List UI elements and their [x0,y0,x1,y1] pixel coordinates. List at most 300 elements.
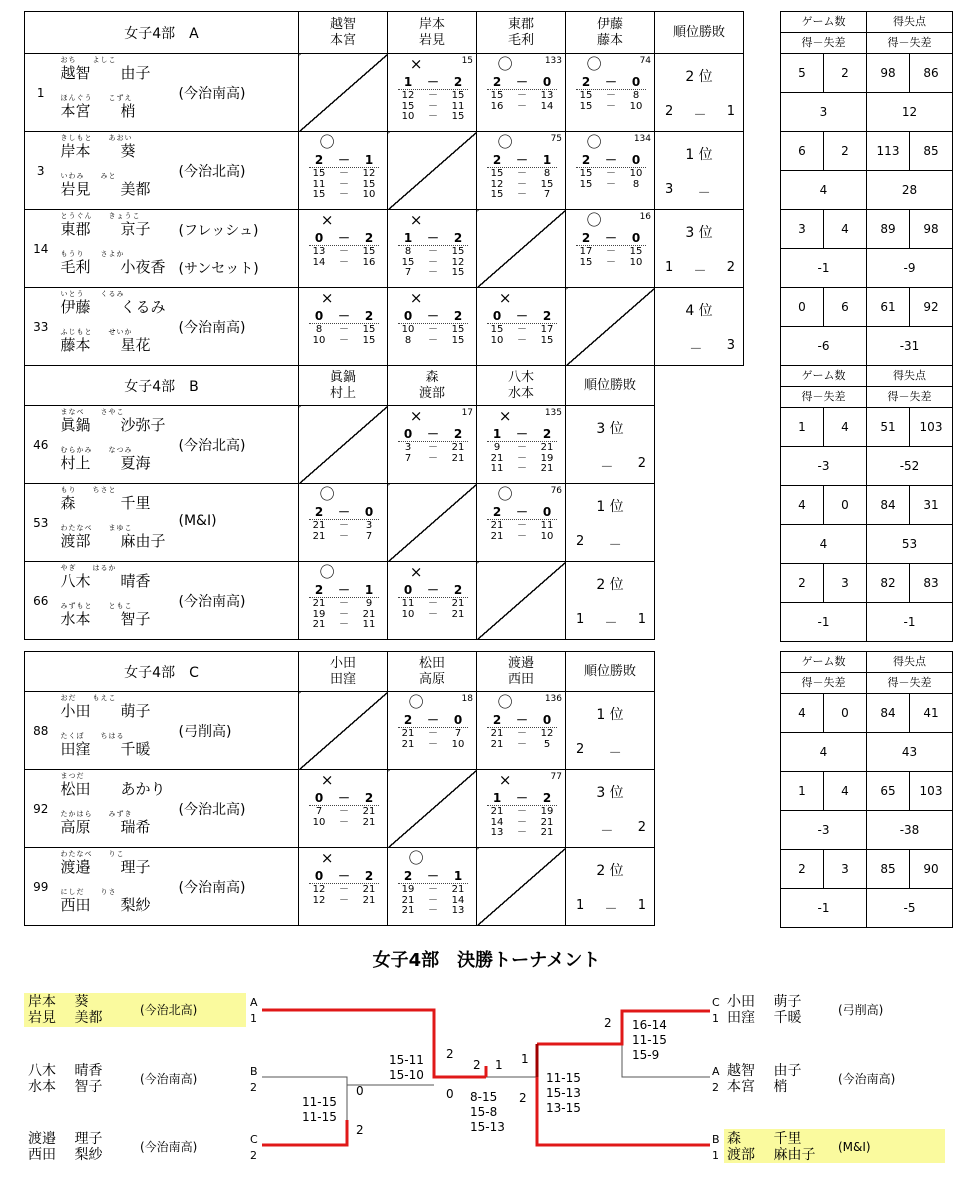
set-part: － [428,324,439,335]
set-part: 10 [629,168,643,179]
points-diff: -31 [867,327,953,366]
set-part: 10 [540,530,554,542]
points-header: 得失点 [867,652,953,673]
player-ruby: むらかみ なつみ [60,446,133,454]
set-part: 8 [543,168,551,179]
set-part: － [428,452,439,464]
player-ruby: わたなべ りこ [60,850,125,858]
score-part: 0 [631,231,641,245]
score-part: 2 [492,75,502,89]
games-diff: -6 [781,327,867,366]
player-number: 3 [25,132,57,210]
score-part: 0 [542,505,552,519]
final-right-3-team: (M&I) [838,1140,871,1154]
final-right-1-name1: 小田 萌子 [727,994,802,1010]
set-part: 21 [490,452,504,464]
set-part: 15 [490,324,504,335]
games-won: 2 [781,850,824,889]
player-ruby: いわみ みと [60,172,117,180]
player-number: 66 [25,562,57,640]
wl-part: － [604,902,618,917]
set-part: － [339,884,349,895]
score-part: 2 [403,869,413,883]
games-won: 1 [781,408,824,447]
games-diff: 4 [781,733,867,772]
match-result-mark: 〇 [319,563,335,581]
set-part: － [339,806,349,817]
wl-part: 2 [637,456,646,471]
wl-part: 1 [726,104,735,119]
score-part: 2 [542,427,552,441]
match-result-mark: 〇 [497,55,513,73]
score-part: 2 [453,583,463,597]
score-part: － [338,231,351,245]
set-part: － [606,246,617,257]
set-part: 15 [540,334,554,346]
points-diff-header: 得－失差 [867,387,953,408]
set-part: 13 [451,905,465,916]
match-number: 18 [461,694,473,704]
score-part: － [426,713,439,727]
set-part: 16 [362,256,376,268]
score-part: 0 [631,153,641,167]
rank: 2 位 [685,69,713,85]
score-part: 2 [453,231,463,245]
points-for: 113 [867,132,910,171]
set-part: 12 [312,894,326,906]
score-part: 2 [364,869,374,883]
set-part: 12 [362,168,376,179]
set-part: 21 [451,452,465,464]
wl-part: 3 [665,182,674,197]
final-left-3-name1: 渡邉 理子 [28,1131,103,1147]
match-result-mark: × [409,407,423,425]
set-part: 10 [312,334,326,346]
games-header: ゲーム数 [781,366,867,387]
set-part: － [428,608,439,620]
player-ruby: ふじもと せいか [60,328,133,336]
set-part: 8 [404,246,412,257]
final-right-1-name2: 田窪 千暖 [727,1010,802,1026]
result-header: 順位勝敗 [566,652,655,692]
set-part: 10 [362,189,376,200]
score-part: － [427,75,440,89]
header-name-1: 伊藤 [597,16,624,32]
set-part: 21 [540,816,554,828]
player-number: 14 [25,210,57,288]
score-part: 0 [403,583,413,597]
team-name: (今治北高) [178,438,246,454]
set-part: 21 [312,530,326,542]
score-part: 0 [364,505,374,519]
match-result-mark: × [409,211,423,229]
team-name: (弓削高) [178,724,232,740]
games-won: 5 [781,54,824,93]
rank: 3 位 [596,785,624,801]
points-against: 85 [910,132,953,171]
final-right-3-name1: 森 千里 [727,1131,802,1147]
set-part: － [339,520,350,531]
header-name-2: 水本 [508,385,535,401]
final-left-3-team: (今治南高) [140,1140,198,1154]
games-diff: -1 [781,249,867,288]
player-name: 八木 晴香 [60,572,151,590]
set-part: 13 [490,827,504,838]
final-right-1-team: (弓削高) [838,1003,884,1017]
final-center-d: 2 [519,1091,527,1105]
match-result-mark: × [498,407,512,425]
set-part: － [428,598,439,609]
points-diff: 28 [867,171,953,210]
points-against: 98 [910,210,953,249]
player-ruby: まなべ さやこ [60,408,125,416]
player-name: 水本 智子 [60,610,151,628]
games-diff-header: 得－失差 [781,387,867,408]
set-part: 15 [579,90,593,101]
match-result-mark: × [409,55,423,73]
score-part: － [516,75,529,89]
result-header: 順位勝敗 [655,12,744,54]
games-diff: -3 [781,811,867,850]
final-right-1-seed: C [712,996,720,1009]
set-part: － [428,884,438,895]
team-name: (今治北高) [178,164,246,180]
set-part: 11 [540,520,554,531]
set-part: － [428,894,438,906]
set-part: 21 [540,442,554,453]
player-ruby: おち よしこ [60,56,117,64]
final-left-1-pos: 1 [250,1012,257,1025]
wl-part: － [693,108,707,123]
header-name-2: 藤本 [597,32,624,48]
wl-part: 1 [665,260,674,275]
final-center-score: 8-15 15-8 15-13 [470,1090,505,1134]
score-part: － [516,427,529,441]
team-name: (M&I) [178,513,217,529]
final-right-semi-a: 2 [604,1016,612,1030]
match-number: 136 [544,694,562,704]
player-ruby: わたなべ まゆこ [60,524,133,532]
set-part: 15 [312,189,326,200]
set-part: 8 [315,324,323,335]
header-name-2: 高原 [418,671,445,687]
score-part: 0 [314,309,324,323]
wl-part: － [600,824,614,839]
header-name-1: 東郡 [508,16,535,32]
match-number: 17 [461,408,474,418]
set-part: － [428,111,439,122]
set-part: 7 [404,267,412,278]
games-lost: 0 [824,694,867,733]
set-part: － [517,452,528,464]
set-part: 13 [540,90,554,101]
score-part: 0 [314,869,324,883]
rank: 3 位 [596,421,624,437]
score-part: 2 [314,153,324,167]
set-part: － [339,598,350,609]
set-part: － [517,738,527,750]
points-against: 103 [910,772,953,811]
match-number: 134 [633,134,652,144]
set-part: － [517,100,528,112]
set-part: － [428,90,439,101]
player-name: 渡邉 理子 [60,858,151,876]
header-name-2: 渡部 [419,385,446,401]
match-result-mark: 〇 [408,849,424,867]
player-name: 村上 夏海 [60,454,151,472]
score-part: 0 [403,309,413,323]
header-name-1: 渡邉 [507,655,534,671]
rank: 2 位 [596,577,624,593]
score-part: 2 [542,309,552,323]
wl-part: － [689,342,703,357]
set-part: 15 [451,324,465,335]
set-part: － [428,728,438,739]
set-part: 14 [490,816,504,828]
header-name-2: 毛利 [508,32,535,48]
games-lost: 4 [824,772,867,811]
player-ruby: ほんぐう こずえ [60,94,133,102]
set-part: － [428,334,439,346]
score-part: － [338,583,351,597]
set-part: － [517,728,527,739]
rank: 2 位 [596,863,624,879]
set-part: 21 [312,619,326,630]
set-part: 3 [365,520,373,531]
set-part: 21 [362,816,376,828]
set-part: 7 [543,189,551,200]
points-for: 84 [867,486,910,525]
score-part: － [427,309,440,323]
wl-part: 1 [576,612,585,627]
set-part: 21 [362,884,376,895]
games-diff-header: 得－失差 [781,33,867,54]
score-part: 2 [364,231,374,245]
set-part: 21 [540,827,554,838]
set-part: 15 [490,189,504,200]
final-center-a: 2 [473,1058,481,1072]
header-name-2: 西田 [507,671,534,687]
set-part: 12 [401,90,415,101]
player-number: 1 [25,54,57,132]
score-part: － [515,713,528,727]
team-name: (今治南高) [178,880,246,896]
final-tournament-title: 女子4部 決勝トーナメント [372,950,601,971]
player-ruby: たかはら みずき [60,810,133,818]
final-left-1-seed: A [250,996,258,1009]
score-part: 1 [453,869,463,883]
points-diff-header: 得－失差 [867,673,953,694]
games-won: 4 [781,486,824,525]
games-lost: 4 [824,210,867,249]
set-part: 15 [579,100,593,112]
set-part: 15 [629,246,643,257]
games-lost: 6 [824,288,867,327]
set-part: － [339,178,350,190]
score-part: － [337,869,350,883]
set-part: 15 [451,246,465,257]
header-name-1: 森 [425,369,439,385]
points-against: 86 [910,54,953,93]
set-part: 10 [401,608,415,620]
set-part: 21 [312,520,326,531]
set-part: 14 [451,894,465,906]
final-left-final-score: 15-11 15-10 [389,1053,424,1082]
score-part: － [516,309,529,323]
set-part: 17 [540,324,554,335]
score-part: 0 [542,713,552,727]
games-won: 1 [781,772,824,811]
set-part: 19 [401,884,415,895]
rank: 1 位 [685,147,713,163]
team-name: (フレッシュ) [178,223,259,239]
set-part: 15 [401,256,415,268]
player-name: 毛利 小夜香 [60,258,166,276]
rank: 3 位 [685,225,713,241]
games-diff: -1 [781,889,867,928]
score-part: 0 [492,309,502,323]
set-part: － [339,246,350,257]
rank: 1 位 [596,499,624,515]
games-lost: 3 [824,564,867,603]
set-part: 15 [490,168,504,179]
score-part: 2 [403,713,413,727]
match-number: 135 [544,408,563,418]
wl-part: 2 [576,742,585,757]
set-part: 21 [362,608,376,620]
set-part: 7 [315,806,323,817]
set-part: 10 [401,111,415,122]
set-part: 19 [312,608,326,620]
header-name-1: 松田 [418,655,445,671]
wl-part: 2 [726,260,735,275]
set-part: 21 [451,598,465,609]
player-name: 田窪 千暖 [60,740,151,758]
final-right-2-pos: 2 [712,1081,719,1094]
points-against: 90 [910,850,953,889]
points-against: 31 [910,486,953,525]
set-part: 21 [362,806,376,817]
final-left-1-name2: 岩見 美都 [28,1010,103,1026]
header-name-2: 岩見 [419,32,446,48]
match-result-mark: × [320,211,334,229]
set-part: － [428,256,439,268]
set-part: － [428,442,439,453]
games-diff-header: 得－失差 [781,673,867,694]
set-part: － [517,806,527,817]
final-left-semi-b: 2 [356,1123,364,1137]
score-part: － [515,791,528,805]
set-part: 15 [401,100,415,112]
set-part: 15 [451,334,465,346]
player-ruby: もり ちさと [60,486,117,494]
header-name-1: 小田 [329,655,356,671]
set-part: － [517,816,527,828]
set-part: 15 [312,168,326,179]
match-result-mark: 〇 [497,133,513,151]
set-part: 15 [362,334,376,346]
points-for: 98 [867,54,910,93]
final-left-semi-a: 0 [356,1084,364,1098]
header-name-2: 田窪 [329,671,356,687]
player-name: 越智 由子 [60,64,151,82]
games-won: 0 [781,288,824,327]
score-part: － [337,791,350,805]
score-part: － [338,505,351,519]
score-part: 0 [542,75,552,89]
final-right-3-name2: 渡部 麻由子 [727,1147,816,1163]
player-number: 33 [25,288,57,366]
player-ruby: きしもと あおい [60,134,133,142]
score-part: 0 [403,427,413,441]
player-ruby: みずもと ともこ [60,602,133,610]
player-ruby: やぎ はるか [60,564,117,572]
player-name: 松田 あかり [60,780,166,798]
set-part: － [517,189,528,200]
score-part: － [516,505,529,519]
points-diff: 12 [867,93,953,132]
team-name-2: (サンセット) [178,261,259,277]
points-diff-header: 得－失差 [867,33,953,54]
set-part: － [339,168,350,179]
set-part: 7 [365,530,373,542]
score-part: 2 [492,713,502,727]
set-part: 15 [579,168,593,179]
set-part: 12 [312,884,326,895]
final-left-final-b: 0 [446,1087,454,1101]
rank: 1 位 [596,707,624,723]
set-part: － [428,738,438,750]
score-part: 0 [314,791,324,805]
set-part: 21 [451,884,465,895]
set-part: 12 [540,728,554,739]
score-part: 1 [542,153,552,167]
score-part: 2 [492,505,502,519]
score-part: 2 [364,791,374,805]
set-part: － [428,905,438,916]
wl-part: － [604,616,618,631]
match-result-mark: 〇 [586,211,602,229]
final-left-final-a: 2 [446,1047,454,1061]
wl-part: － [693,264,707,279]
set-part: 15 [451,111,465,122]
score-part: 1 [492,427,502,441]
header-name-1: 岸本 [419,16,446,32]
set-part: － [339,334,350,346]
header-name-2: 本宮 [330,32,357,48]
final-right-1-pos: 1 [712,1012,719,1025]
points-for: 61 [867,288,910,327]
points-header: 得失点 [867,12,953,33]
set-part: 10 [312,816,326,828]
set-part: 11 [312,178,326,190]
points-against: 83 [910,564,953,603]
points-against: 92 [910,288,953,327]
points-diff: -52 [867,447,953,486]
games-diff: -3 [781,447,867,486]
set-part: － [606,178,617,190]
match-number: 15 [461,56,474,66]
set-part: 15 [451,90,465,101]
player-number: 46 [25,406,57,484]
final-left-2-pos: 2 [250,1081,257,1094]
player-name: 森 千里 [60,494,151,512]
final-left-2-name1: 八木 晴香 [28,1063,103,1079]
match-result-mark: 〇 [586,55,602,73]
score-part: 2 [314,583,324,597]
points-diff: -1 [867,603,953,642]
points-diff: 43 [867,733,953,772]
